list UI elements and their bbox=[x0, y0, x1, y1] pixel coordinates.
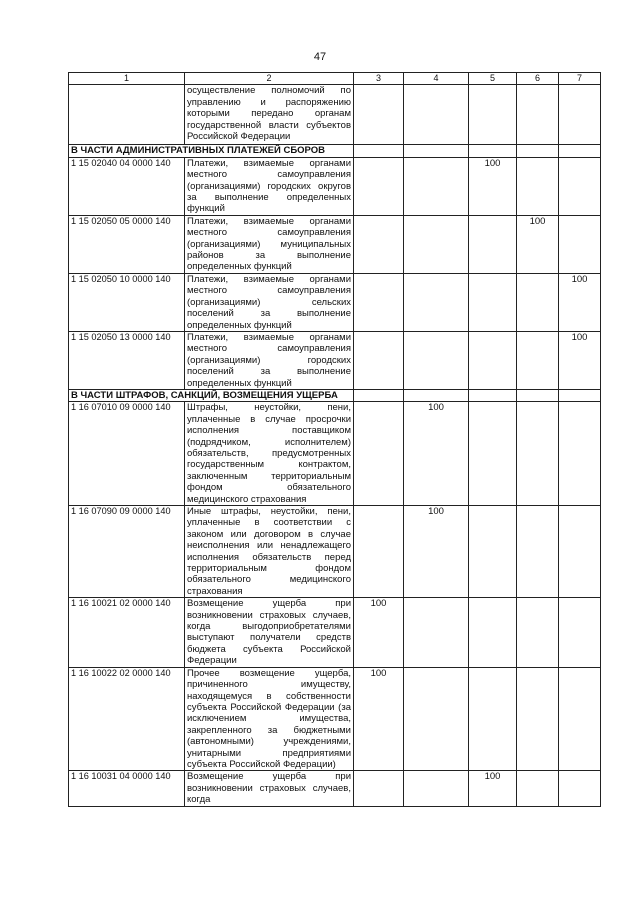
table-row bbox=[69, 506, 601, 598]
value-cell bbox=[469, 402, 517, 506]
value-cell bbox=[517, 157, 559, 215]
section-title: В ЧАСТИ АДМИНИСТРАТИВНЫХ ПЛАТЕЖЕЙ СБОРОВ bbox=[69, 145, 354, 157]
value-cell bbox=[404, 771, 469, 806]
value-cell bbox=[404, 273, 469, 331]
code-cell: 1 15 02050 13 0000 140 bbox=[69, 331, 185, 389]
section-header-row bbox=[69, 145, 601, 157]
value-cell: 100 bbox=[469, 157, 517, 215]
code-cell: 1 15 02050 10 0000 140 bbox=[69, 273, 185, 331]
table-row bbox=[69, 157, 601, 215]
description-cell: Прочее возмещение ущерба, причиненного имуществу, находящемуся в собственности субъекта Российской Федерации (за исключением имущества, закрепленного за бюджетными (автономными) учреждениями, унитарными предприятиями субъекта Российской Федерации) bbox=[185, 667, 354, 771]
value-cell bbox=[517, 667, 559, 771]
value-cell bbox=[404, 215, 469, 273]
value-cell bbox=[517, 506, 559, 598]
description-cell: Иные штрафы, неустойки, пени, уплаченные в соответствии с законом или договором в случае неисполнения или ненадлежащего исполнения обязательств перед территориальным фондом обязательного медицинского страхования bbox=[185, 506, 354, 598]
description-cell: Платежи, взимаемые органами местного самоуправления (организациями) муниципальных районов за выполнение определенных функций bbox=[185, 215, 354, 273]
value-cell bbox=[559, 667, 601, 771]
value-cell: 100 bbox=[404, 506, 469, 598]
table-row bbox=[69, 667, 601, 771]
value-cell bbox=[469, 506, 517, 598]
value-cell bbox=[517, 402, 559, 506]
description-cell: Штрафы, неустойки, пени, уплаченные в случае просрочки исполнения поставщиком (подрядчиком, исполнителем) обязательств, предусмотренных государственным контрактом, заключенным территориальным фондом обязательного медицинского страхования bbox=[185, 402, 354, 506]
code-cell: 1 16 07090 09 0000 140 bbox=[69, 506, 185, 598]
table-row bbox=[69, 598, 601, 667]
code-cell: 1 16 10021 02 0000 140 bbox=[69, 598, 185, 667]
code-cell: 1 16 07010 09 0000 140 bbox=[69, 402, 185, 506]
table-row bbox=[69, 215, 601, 273]
value-cell bbox=[517, 771, 559, 806]
value-cell bbox=[354, 402, 404, 506]
description-cell: Возмещение ущерба при возникновении страховых случаев, когда выгодоприобретателями выступают получатели средств бюджета субъекта Российской Федерации bbox=[185, 598, 354, 667]
value-cell bbox=[469, 273, 517, 331]
column-header: 6 bbox=[517, 73, 559, 85]
table-row bbox=[69, 402, 601, 506]
code-cell: 1 16 10031 04 0000 140 bbox=[69, 771, 185, 806]
value-cell bbox=[517, 273, 559, 331]
column-header: 1 bbox=[69, 73, 185, 85]
table-row bbox=[69, 771, 601, 806]
description-cell: Платежи, взимаемые органами местного самоуправления (организациями) сельских поселений за выполнение определенных функций bbox=[185, 273, 354, 331]
revenue-distribution-table bbox=[68, 72, 601, 807]
description-cell: Платежи, взимаемые органами местного самоуправления (организациями) городских поселений за выполнение определенных функций bbox=[185, 331, 354, 389]
value-cell: 100 bbox=[469, 771, 517, 806]
value-cell bbox=[517, 598, 559, 667]
value-cell bbox=[404, 331, 469, 389]
value-cell bbox=[469, 667, 517, 771]
column-header: 2 bbox=[185, 73, 354, 85]
value-cell bbox=[354, 215, 404, 273]
value-cell: 100 bbox=[354, 667, 404, 771]
value-cell bbox=[559, 215, 601, 273]
value-cell: 100 bbox=[517, 215, 559, 273]
description-cell: осуществление полномочий по управлению и распоряжению которыми передано органам государственной власти субъектов Российской Федерации bbox=[185, 85, 354, 145]
description-cell: Возмещение ущерба при возникновении страховых случаев, когда bbox=[185, 771, 354, 806]
column-number-row bbox=[69, 73, 601, 85]
page-number: 47 bbox=[313, 51, 327, 63]
value-cell bbox=[404, 157, 469, 215]
description-cell: Платежи, взимаемые органами местного самоуправления (организациями) городских округов за выполнение определенных функций bbox=[185, 157, 354, 215]
section-header-row bbox=[69, 389, 601, 401]
value-cell bbox=[404, 598, 469, 667]
value-cell bbox=[404, 667, 469, 771]
value-cell bbox=[559, 771, 601, 806]
code-cell bbox=[69, 85, 185, 145]
value-cell bbox=[469, 331, 517, 389]
value-cell bbox=[559, 598, 601, 667]
value-cell bbox=[354, 771, 404, 806]
value-cell: 100 bbox=[404, 402, 469, 506]
code-cell: 1 15 02050 05 0000 140 bbox=[69, 215, 185, 273]
value-cell bbox=[559, 157, 601, 215]
value-cell bbox=[354, 273, 404, 331]
value-cell bbox=[517, 331, 559, 389]
value-cell bbox=[354, 506, 404, 598]
value-cell bbox=[354, 331, 404, 389]
column-header: 7 bbox=[559, 73, 601, 85]
column-header: 4 bbox=[404, 73, 469, 85]
value-cell: 100 bbox=[559, 331, 601, 389]
value-cell bbox=[559, 506, 601, 598]
value-cell bbox=[559, 402, 601, 506]
column-header: 3 bbox=[354, 73, 404, 85]
value-cell: 100 bbox=[354, 598, 404, 667]
value-cell bbox=[469, 215, 517, 273]
value-cell bbox=[469, 598, 517, 667]
column-header: 5 bbox=[469, 73, 517, 85]
table-row bbox=[69, 273, 601, 331]
code-cell: 1 16 10022 02 0000 140 bbox=[69, 667, 185, 771]
code-cell: 1 15 02040 04 0000 140 bbox=[69, 157, 185, 215]
table-row bbox=[69, 331, 601, 389]
section-title: В ЧАСТИ ШТРАФОВ, САНКЦИЙ, ВОЗМЕЩЕНИЯ УЩЕРБА bbox=[69, 389, 354, 401]
table-row bbox=[69, 85, 601, 145]
value-cell: 100 bbox=[559, 273, 601, 331]
value-cell bbox=[354, 157, 404, 215]
